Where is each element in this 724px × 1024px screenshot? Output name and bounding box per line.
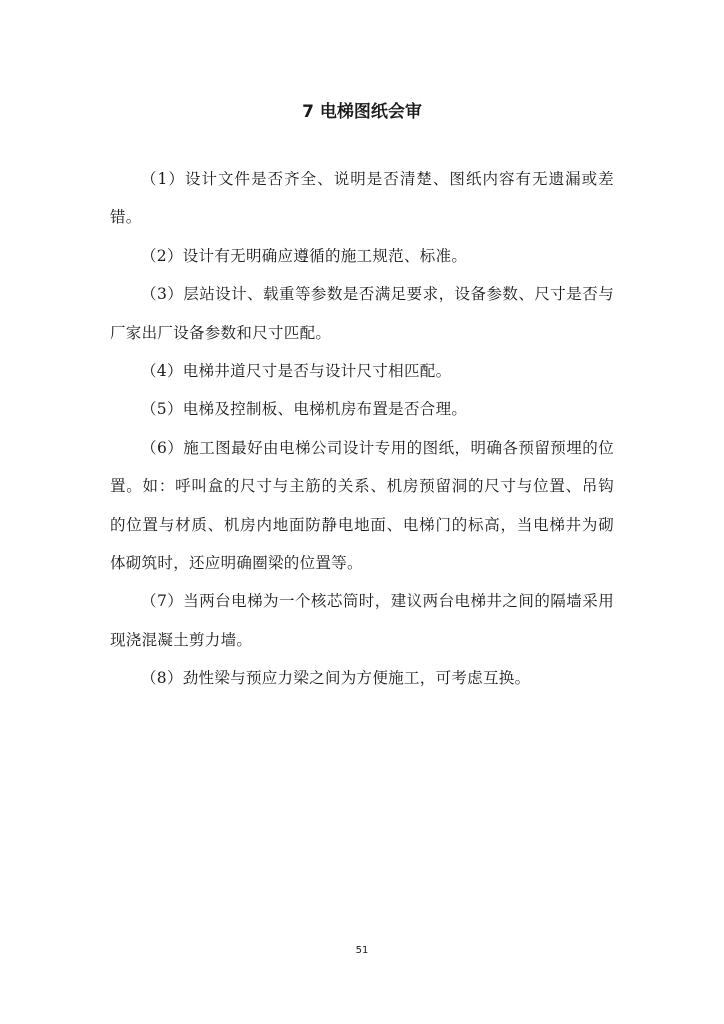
document-body xyxy=(110,160,614,698)
paragraph-8: （8）劲性梁与预应力梁之间为方便施工，可考虑互换。 xyxy=(141,669,531,688)
paragraph-7: （7）当两台电梯为一个核芯筒时，建议两台电梯井之间的隔墙采用现浇混凝土剪力墙。 xyxy=(110,592,614,649)
paragraph-2: （2）设计有无明确应遵循的施工规范、标准。 xyxy=(141,246,468,265)
paragraph-5: （5）电梯及控制板、电梯机房布置是否合理。 xyxy=(141,400,468,419)
section-title: 7 电梯图纸会审 xyxy=(302,102,422,122)
paragraph-3: （3）层站设计、载重等参数是否满足要求，设备参数、尺寸是否与厂家出厂设备参数和尺寸匹配。 xyxy=(110,285,614,342)
page-number: 51 xyxy=(355,945,369,956)
paragraph-6: （6）施工图最好由电梯公司设计专用的图纸，明确各预留预埋的位置。如：呼叫盒的尺寸与主筋的关系、机房预留洞的尺寸与位置、吊钩的位置与材质、机房内地面防静电地面、电梯门的标高，当电梯井为砌体砌筑时，还应明确圈梁的位置等。 xyxy=(110,438,614,573)
paragraph-4: （4）电梯井道尺寸是否与设计尺寸相匹配。 xyxy=(141,362,452,381)
paragraph-1: （1）设计文件是否齐全、说明是否清楚、图纸内容有无遗漏或差错。 xyxy=(110,170,614,227)
